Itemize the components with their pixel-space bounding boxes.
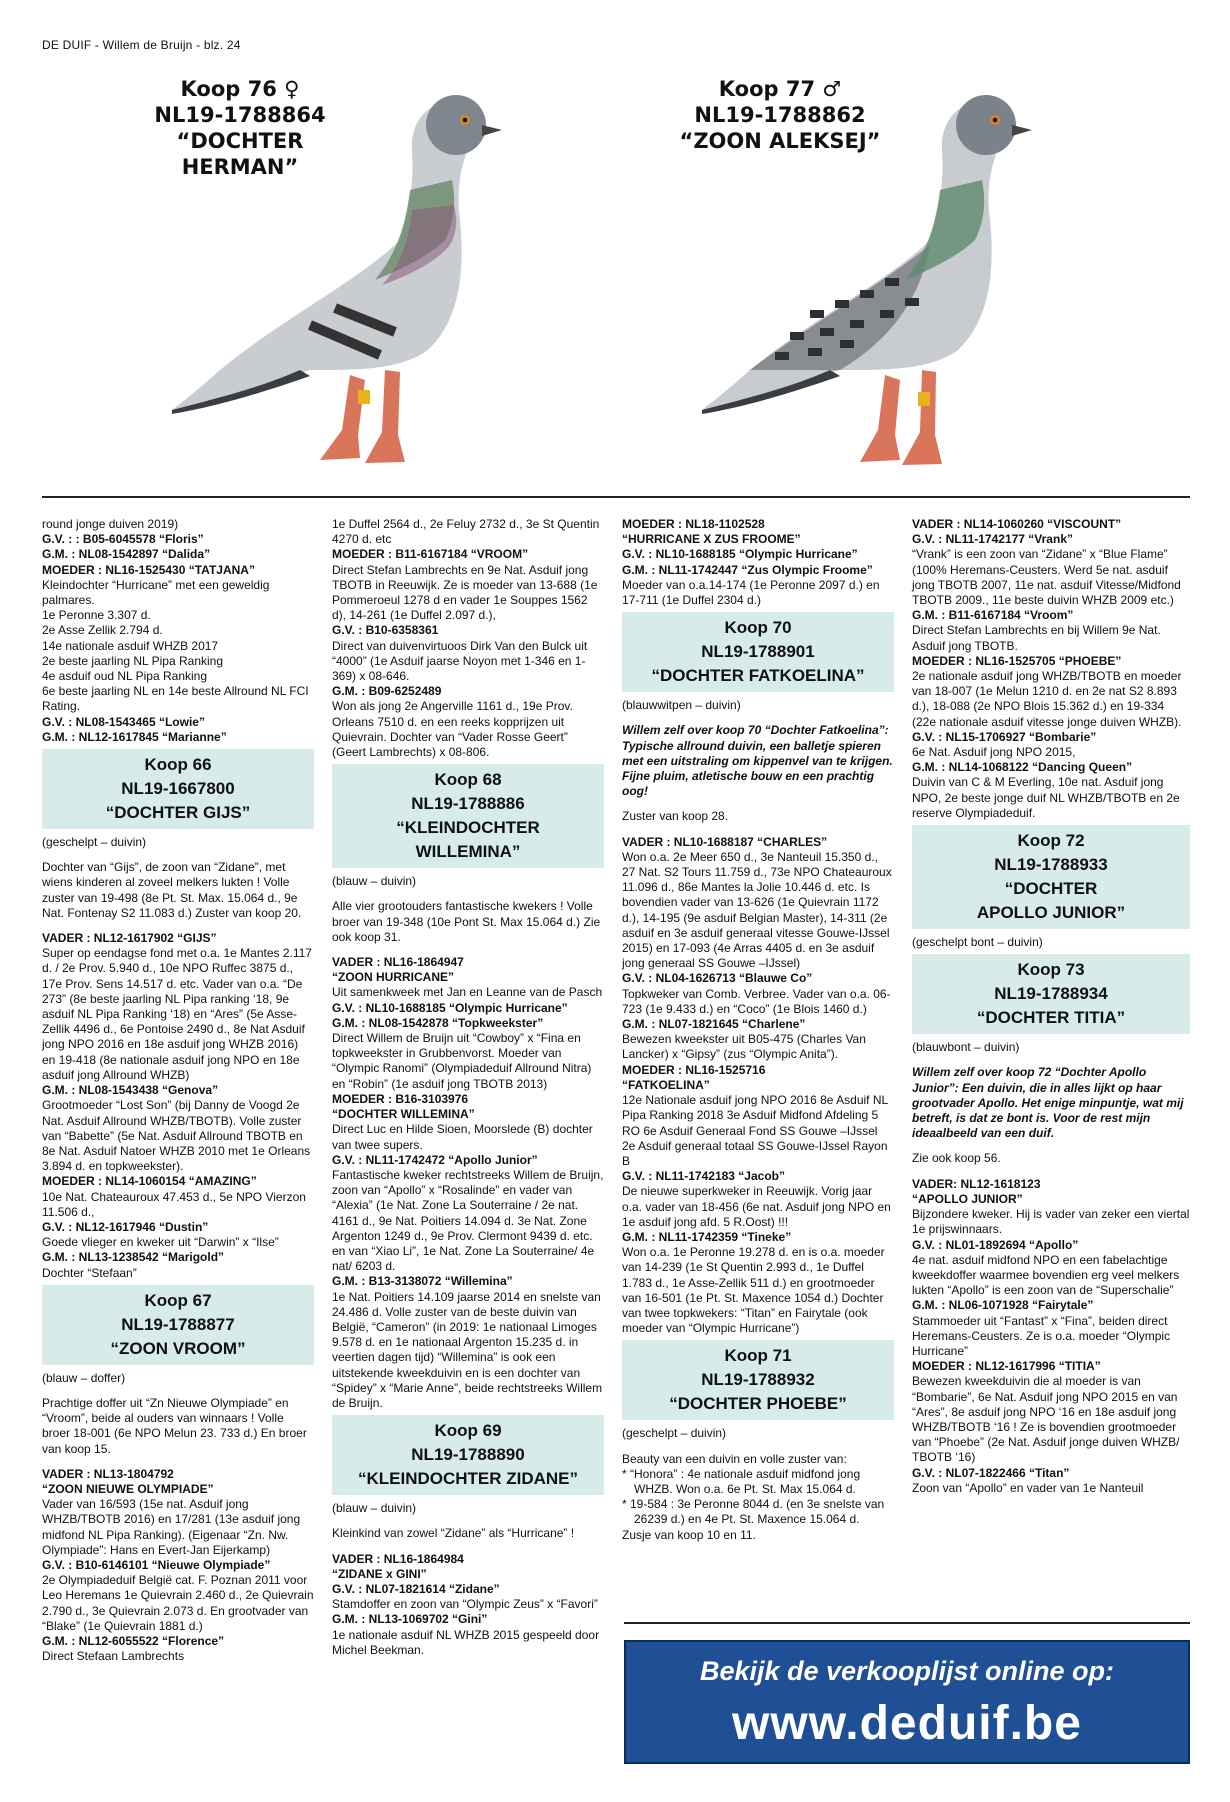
lot-71-name: “DOCHTER PHOEBE” xyxy=(669,1394,847,1414)
text: Zuster van koop 28. xyxy=(622,809,729,824)
gm-line: G.M. : NL07-1821645 “Charlene” xyxy=(622,1017,806,1032)
lot-73-color: (blauwbont – duivin) xyxy=(912,1040,1020,1055)
mother-name: “FATKOELINA” xyxy=(622,1077,710,1092)
father-name: “ZOON HURRICANE” xyxy=(332,970,454,985)
gv-line: G.V. : NL07-1822466 “Titan” xyxy=(912,1465,1070,1480)
lot-73-number: Koop 73 xyxy=(1017,960,1085,980)
lot-72-number: Koop 72 xyxy=(1017,831,1085,851)
father-line: VADER : NL10-1688187 “CHARLES” xyxy=(622,834,828,849)
text: Direct Luc en Hilde Sioen, Moorslede (B) dochter van twee supers. xyxy=(332,1122,593,1152)
text: 2e nationale asduif jong WHZB/TBOTB en moeder van 18-007 (1e Melun 1210 d. en 2e nat S2 8.893 d.), 18-088 (2e NPO Blois 15.362 d.) en 19-334 (22e nationale asduif vitesse jonge duiven WHZB). xyxy=(912,669,1182,729)
lot-73-ring: NL19-1788934 xyxy=(994,984,1108,1004)
pigeon-photo-77 xyxy=(690,70,1060,490)
lot-77-name: “ZOON ALEKSEJ” xyxy=(679,129,881,153)
text: 12e Nationale asduif jong NPO 2016 8e Asduif NL Pipa Ranking 2018 3e Asduif Midfond Afdeling 5 RO 6e Asduif Generaal Fond SS Gouwe –IJssel 2e Asduif generaal totaal SS Gouwe-IJssel Rayon B xyxy=(622,1093,888,1168)
gv-line: G.V. : NL12-1617946 “Dustin” xyxy=(42,1219,209,1234)
text: Duivin van C & M Everling, 10e nat. Asduif jong NPO, 2e beste jonge duif NL WHZB/TBOTB en 2e reserve Olympiadeduif. xyxy=(912,775,1180,820)
mother-name: “DOCHTER WILLEMINA” xyxy=(332,1107,475,1122)
father-line: VADER : NL16-1864984 xyxy=(332,1551,464,1566)
lot-72-name-2: APOLLO JUNIOR” xyxy=(976,903,1126,923)
lot-66-number: Koop 66 xyxy=(144,755,212,775)
father-line: VADER: NL12-1618123 xyxy=(912,1176,1041,1191)
lot-69-color: (blauw – duivin) xyxy=(332,1501,417,1516)
breeder-quote: Willem zelf over koop 70 “Dochter Fatkoelina”: Typische allround duivin, een balletje spieren met een uitstraling om kippenvel van te krijgen. Fijne pluim, atletische bouw en een prachtig oog! xyxy=(622,723,893,799)
page-header: DE DUIF - Willem de Bruijn - blz. 24 xyxy=(42,38,241,52)
text: 4e nat. asduif midfond NPO en een fabelachtige kweekdoffer waarmee bovendien erg veel melkers lukten “Apollo” is een zoon van de “Superschalie” xyxy=(912,1252,1180,1298)
lot-67-ring: NL19-1788877 xyxy=(121,1314,235,1334)
lot-66-color: (geschelpt – duivin) xyxy=(42,835,147,850)
text: Kleinkind van zowel “Zidane” als “Hurricane” ! xyxy=(332,1526,575,1541)
breeder-quote: Willem zelf over koop 72 “Dochter Apollo Junior”: Een duivin, die in alles lijkt op haar grootvader Apollo. Het enige minpuntje, wat mij betreft, is dat ze bont is. Voor de rest mijn ideaalbeeld van een duif. xyxy=(912,1065,1184,1141)
mother-line: MOEDER : NL16-1525705 “PHOEBE” xyxy=(912,653,1122,668)
lot-73-box xyxy=(912,954,1190,1034)
father-line: VADER : NL14-1060260 “VISCOUNT” xyxy=(912,517,1122,531)
gm-line: G.M. : NL12-6055522 “Florence” xyxy=(42,1633,225,1648)
list-item: * 19-584 : 3e Peronne 8044 d. (en 3e snelste van 26239 d.) en 4e Pt. St. Maxence 15.064 d. xyxy=(622,1497,885,1527)
lot-71-box xyxy=(622,1340,894,1420)
gv-line: G.V. : B10-6146101 “Nieuwe Olympiade” xyxy=(42,1557,271,1572)
mother-line: MOEDER : NL12-1617996 “TITIA” xyxy=(912,1359,1101,1374)
mother-line: MOEDER : NL16-1525430 “TATJANA” xyxy=(42,562,255,577)
lot-72-name-1: “DOCHTER xyxy=(1004,879,1098,899)
gm-line: G.M. : B13-3138072 “Willemina” xyxy=(332,1274,513,1289)
lot-69-name: “KLEINDOCHTER ZIDANE” xyxy=(357,1469,579,1489)
website-banner-link[interactable] xyxy=(624,1640,1190,1764)
text: 1e Peronne 3.307 d. xyxy=(42,608,151,623)
lot-68-name-2: WILLEMINA” xyxy=(415,842,521,862)
lot-77-number: Koop 77 ♂ xyxy=(718,77,842,101)
gm-line: G.M. : NL14-1068122 “Dancing Queen” xyxy=(912,760,1133,775)
text: 6e beste jaarling NL en 14e beste Allround NL FCI Rating. xyxy=(42,684,309,714)
text: 1e Nat. Poitiers 14.109 jaarse 2014 en snelste van 24.486 d. Volle zuster van de beste duivin van België, “Cameron” (in 2019: 1e nationaal Limoges 9.578 d. en 1e nationaal Argenton 15.235 d. in veertien dagen tijd) “Willemina” is ook een uitstekende kweekduivin en is een dochter van “Spidey” x “Marie Anne”, beide rechtstreeks Willem de Bruijn. xyxy=(332,1289,603,1410)
banner-divider xyxy=(624,1622,1190,1624)
lot-72-color: (geschelpt bont – duivin) xyxy=(912,935,1043,950)
text: Won o.a. 1e Peronne 19.278 d. en is o.a. moeder van 14-239 (1e St Quentin 2.993 d., 1e Duffel 1.783 d., 1e Asse-Zellik 511 d.) en grootmoeder van 16-501 (1e Pt. St. Maxence 1054 d.) Dochter van twee topkwekers: “Titan” en Fairytale (ook moeder van “Olympic Hurricane”) xyxy=(622,1245,885,1336)
list-item: * “Honora” : 4e nationale asduif midfond jong WHZB. Won o.a. 6e Pt. St. Max 15.064 d. xyxy=(622,1466,861,1496)
lot-76-name-2: HERMAN” xyxy=(181,155,299,179)
gv-line: G.V. : B10-6358361 xyxy=(332,623,439,638)
lot-68-box xyxy=(332,764,604,868)
gm-line: G.M. : B09-6252489 xyxy=(332,684,442,699)
gv-line: G.V. : NL15-1706927 “Bombarie” xyxy=(912,729,1097,744)
text: Dochter van “Gijs”, de zoon van “Zidane”, met wiens kinderen al zoveel melkers lukten ! Volle zuster van 19-498 (8e Pt. St. Max. 15.064 d., 9e Nat. Fontenay S2 11.083 d.) Zuster van koop 20. xyxy=(42,860,302,920)
text: 14e nationale asduif WHZB 2017 xyxy=(42,638,219,653)
text: Fantastische kweker rechtstreeks Willem de Bruijn, zoon van “Apollo” x “Rosalinde” en vader van “Alexia” (1e Nat. Zone La Souterraine / 2e nat. 4161 d., 9e Nat. Poitiers 14.094 d. 3e Nat. Zone Argenton 1249 d., 9e Prov. Clermont 9439 d. etc. en van “Xiao Li”, 1e Nat. Zone La Souterraine/ 4e nat/ 6203 d. xyxy=(332,1167,604,1274)
father-line: VADER : NL12-1617902 “GIJS” xyxy=(42,931,217,946)
lot-70-box xyxy=(622,612,894,692)
text: 1e nationale asduif NL WHZB 2015 gespeeld door Michel Beekman. xyxy=(332,1627,600,1657)
gv-line: G.V. : NL04-1626713 “Blauwe Co” xyxy=(622,971,813,986)
mother-name: “HURRICANE X ZUS FROOME” xyxy=(622,532,801,547)
lot-69-number: Koop 69 xyxy=(434,1421,502,1441)
lot-67-number: Koop 67 xyxy=(144,1290,212,1310)
text: Direct Stefan Lambrechts en 9e Nat. Asduif jong TBOTB in Reeuwijk. Ze is moeder van 13-688 (1e Pommeroeul 1278 d en vader 1e Souppes 1562 d), 14-261 (1e Duffel 2.097 d.), xyxy=(332,562,598,623)
gv-line: G.V. : NL11-1742177 “Vrank” xyxy=(912,532,1073,547)
text: Direct van duivenvirtuoos Dirk Van den Bulck uit “4000” (1e Asduif jaarse Noyon met 1-346 en 1-369) x 08-646. xyxy=(332,638,588,684)
text: Direct Stefan Lambrechts en bij Willem 9e Nat. Asduif jong TBOTB. xyxy=(912,623,1161,653)
gm-line: G.M. : NL06-1071928 “Fairytale” xyxy=(912,1298,1094,1313)
mother-line: MOEDER : NL14-1060154 “AMAZING” xyxy=(42,1174,257,1189)
text: Direct Willem de Bruijn uit “Cowboy” x “Fina en topkweekster in Grubbenvorst. Moeder van “Olympic Ranomi” (Olympiadeduif Allround Nitra) en “Robin” (1e asduif jong TBOTB 2013) xyxy=(332,1031,592,1091)
gv-line: G.V. : : B05-6045578 “Floris” xyxy=(42,532,204,547)
text: Alle vier grootouders fantastische kwekers ! Volle broer van 19-348 (10e Pont St. Max 15.064 d.) Zie ook koop 31. xyxy=(332,899,601,944)
gv-line: G.V. : NL11-1742472 “Apollo Junior” xyxy=(332,1152,538,1167)
column-2 xyxy=(332,517,604,1658)
gm-line: G.M. : NL08-1542897 “Dalida” xyxy=(42,547,211,562)
lot-70-name: “DOCHTER FATKOELINA” xyxy=(651,666,865,686)
lot-77-ring: NL19-1788862 xyxy=(694,103,866,127)
gv-line: G.V. : NL10-1688185 “Olympic Hurricane” xyxy=(622,547,858,562)
lot-66-ring: NL19-1667800 xyxy=(121,779,235,799)
lot-71-color: (geschelpt – duivin) xyxy=(622,1426,727,1441)
text: Dochter “Stefaan” xyxy=(42,1265,137,1280)
text: Grootmoeder “Lost Son” (bij Danny de Voogd 2e Nat. Asduif Allround WHZB/TBOTB). Volle zuster van “Babette” (5e Nat. Asduif Allround TBOTB en 8e Nat. Asduif Natoer WHZB 2010 met 1e Orleans 3.894 d. en topkweekster). xyxy=(42,1098,311,1174)
lot-70-ring: NL19-1788901 xyxy=(701,642,815,662)
mother-line: MOEDER : NL18-1102528 xyxy=(622,517,765,531)
text: Super op eendagse fond met o.a. 1e Mantes 2.117 d. / 2e Prov. 5.940 d., 10e NPO Ruffec 3875 d., 17e Prov. Sens 14.517 d. etc. Vader van o.a. “De 273” (8e beste jaarling NL Pipa ranking ‘18, 9e asduif NL Pipa Ranking ‘18) en “Ares” (5e Asse-Zellik 4496 d., 6e Pontoise 2490 d., 8e Nat Asduif jong NPO 2016 en 18e asduif jong WHZB 2016) en 19-418 (8e nationale asduif jong NPO en 18e asduif jong Allround WHZB) xyxy=(42,946,312,1082)
gv-line: G.V. : NL01-1892694 “Apollo” xyxy=(912,1237,1079,1252)
gm-line: G.M. : NL08-1543438 “Genova” xyxy=(42,1083,219,1098)
father-line: VADER : NL16-1864947 xyxy=(332,955,464,970)
top-divider xyxy=(42,496,1190,498)
text: round jonge duiven 2019) xyxy=(42,517,179,531)
text: Topkweker van Comb. Verbree. Vader van o.a. 06-723 (1e 9.433 d.) en “Coco” (1e Blois 1460 d.) xyxy=(622,986,891,1016)
lot-67-name: “ZOON VROOM” xyxy=(110,1338,246,1358)
gm-line: G.M. : NL08-1542878 “Topkweekster” xyxy=(332,1015,544,1030)
lot-67-box xyxy=(42,1285,314,1365)
text: Bewezen kweekduivin die al moeder is van “Bombarie”, 6e Nat. Asduif jong NPO 2015 en van “Ares”, 8e asduif jong NPO ‘16 en 18e asduif jong WHZB/TBOTB ‘16 ! Ze is bovendien grootmoeder van “Phoebe” (2e Nat. Asduif jonge duiven WHZB/ TBOTB ‘16) xyxy=(912,1374,1180,1465)
father-name: “ZIDANE x GINI” xyxy=(332,1566,427,1581)
text: Won als jong 2e Angerville 1161 d., 19e Prov. Orleans 7510 d. en een reeks kopprijzen uit Quievrain. Dochter van “Vader Rosse Geert” (Geert Lambrechts) x 08-806. xyxy=(332,699,573,760)
lot-76-ring: NL19-1788864 xyxy=(154,103,326,127)
text: Stamdoffer en zoon van “Olympic Zeus” x “Favori” xyxy=(332,1597,598,1612)
lot-66-box xyxy=(42,749,314,829)
banner-caption: Bekijk de verkooplijst online op: xyxy=(699,1656,1115,1686)
lot-69-box xyxy=(332,1415,604,1495)
lot-73-name: “DOCHTER TITIA” xyxy=(976,1008,1126,1028)
lot-66-name: “DOCHTER GIJS” xyxy=(105,803,251,823)
lot-68-ring: NL19-1788886 xyxy=(411,794,525,814)
mother-line: MOEDER : NL16-1525716 xyxy=(622,1062,766,1077)
text: De nieuwe superkweker in Reeuwijk. Vorig jaar o.a. vader van 18-456 (6e nat. Asduif jong NPO en 1e asduif jong afd. 5 R.Oost) !!! xyxy=(622,1184,891,1229)
lot-76-name-1: “DOCHTER xyxy=(176,129,304,153)
lot-68-name-1: “KLEINDOCHTER xyxy=(396,818,540,838)
gm-line: G.M. : NL11-1742447 “Zus Olympic Froome” xyxy=(622,562,873,577)
text: Zie ook koop 56. xyxy=(912,1151,1001,1166)
text: Direct Stefaan Lambrechts xyxy=(42,1649,185,1664)
text: Zoon van “Apollo” en vader van 1e Nanteuil xyxy=(912,1480,1144,1495)
text: Bijzondere kweker. Hij is vader van zeker een viertal 1e prijswinnaars. xyxy=(912,1207,1190,1237)
father-name: “ZOON NIEUWE OLYMPIADE” xyxy=(42,1481,214,1496)
lot-71-ring: NL19-1788932 xyxy=(701,1370,815,1390)
lot-71-number: Koop 71 xyxy=(724,1346,792,1366)
text: Moeder van o.a.14-174 (1e Peronne 2097 d.) en 17-711 (1e Duffel 2304 d.) xyxy=(622,577,880,608)
lot-69-ring: NL19-1788890 xyxy=(411,1445,525,1465)
text: “Vrank” is een zoon van “Zidane” x “Blue Flame” (100% Heremans-Ceusters. Werd 5e nat. asduif jong TBOTB 2007, 11e nat. asduif Vitesse/Midfond TBOTB 2009., 11e beste duivin WHZB 2009 etc.) xyxy=(912,547,1181,608)
gv-line: G.V. : NL07-1821614 “Zidane” xyxy=(332,1581,500,1596)
gm-line: G.M. : B11-6167184 “Vroom” xyxy=(912,608,1074,623)
mother-line: MOEDER : B16-3103976 xyxy=(332,1091,469,1106)
lot-68-number: Koop 68 xyxy=(434,770,502,790)
father-line: VADER : NL13-1804792 xyxy=(42,1466,174,1481)
text: Bewezen kweekster uit B05-475 (Charles Van Lancker) x “Gipsy” (zus “Olympic Anita”). xyxy=(622,1032,866,1062)
text: 2e beste jaarling NL Pipa Ranking xyxy=(42,653,224,668)
lot-70-number: Koop 70 xyxy=(724,618,792,638)
column-4 xyxy=(912,517,1190,1496)
banner-url: www.deduif.be xyxy=(732,1697,1082,1750)
text: Beauty van een duivin en volle zuster van: xyxy=(622,1451,847,1466)
text: 10e Nat. Chateauroux 47.453 d., 5e NPO Vierzon 11.506 d., xyxy=(42,1189,306,1219)
pigeon-photo-76 xyxy=(160,70,530,490)
lot-76-number: Koop 76 ♀ xyxy=(180,77,300,101)
lot-72-ring: NL19-1788933 xyxy=(994,855,1108,875)
lot-67-color: (blauw – doffer) xyxy=(42,1370,126,1385)
gm-line: G.M. : NL13-1238542 “Marigold” xyxy=(42,1250,225,1265)
text: 2e Asse Zellik 2.794 d. xyxy=(42,623,163,638)
text: Vader van 16/593 (15e nat. Asduif jong WHZB/TBOTB 2016) en 17/281 (13e asduif jong midfond NL Pipa Ranking). (Eigenaar “Zn. Nw. Olympiade”: Hans en Evert-Jan Eijerkamp) xyxy=(42,1497,301,1557)
text: 4e asduif oud NL Pipa Ranking xyxy=(42,669,207,684)
text: Won o.a. 2e Meer 650 d., 3e Nanteuil 15.350 d., 27 Nat. S2 Tours 11.759 d., 73e NPO Chateauroux 11.096 d., 86e Mantes la Jolie 10.446 d. etc. Is bovendien vader van 13-626 (1e Quievrain 1172 d.), 14-195 (9e asduif Belgian Master), 14-311 (2e asduif en 3e asduif generaal vitesse Gouwe-IJssel 2015) en 17-093 (4e Arras 4405 d. en 3e asduif jong generaal SS Gouwe –IJssel) xyxy=(622,849,892,971)
lot-68-color: (blauw – duivin) xyxy=(332,874,417,889)
text: Uit samenkweek met Jan en Leanne van de Pasch xyxy=(332,985,603,1000)
text: Kleindochter “Hurricane” met een geweldig palmares. xyxy=(42,577,270,608)
gm-line: G.M. : NL13-1069702 “Gini” xyxy=(332,1612,488,1627)
text: Stammoeder uit “Fantast” x “Fina”, beiden direct Heremans-Ceusters. Ze is o.a. moeder “Olympic Hurricane” xyxy=(912,1313,1171,1358)
text: Zusje van koop 10 en 11. xyxy=(622,1527,756,1542)
gm-line: G.M. : NL12-1617845 “Marianne” xyxy=(42,729,227,744)
gv-line: G.V. : NL11-1742183 “Jacob” xyxy=(622,1169,785,1184)
gv-line: G.V. : NL08-1543465 “Lowie” xyxy=(42,714,205,729)
text: 1e Duffel 2564 d., 2e Feluy 2732 d., 3e St Quentin 4270 d. etc xyxy=(332,517,600,547)
text: 6e Nat. Asduif jong NPO 2015, xyxy=(912,745,1076,760)
mother-line: MOEDER : B11-6167184 “VROOM” xyxy=(332,547,529,562)
text: 2e Olympiadeduif België cat. F. Poznan 2011 voor Leo Heremans 1e Quievrain 2.460 d., 2e Quievrain 2.790 d., 3e Quievrain 2.073 d. En grootvader van “Blake” (1e Quievrain 1881 d.) xyxy=(42,1573,314,1633)
column-3 xyxy=(622,517,894,1543)
father-name: “APOLLO JUNIOR” xyxy=(912,1191,1023,1206)
text: Prachtige doffer uit “Zn Nieuwe Olympiade” en “Vroom”, beide al ouders van winnaars ! Volle broer 18-001 (6e NPO Melun 23. 733 d.) En broer van koop 15. xyxy=(42,1395,307,1456)
lot-70-color: (blauwwitpen – duivin) xyxy=(622,698,741,713)
gv-line: G.V. : NL10-1688185 “Olympic Hurricane” xyxy=(332,1000,568,1015)
lot-72-box xyxy=(912,825,1190,929)
column-1 xyxy=(42,517,314,1664)
gm-line: G.M. : NL11-1742359 “Tineke” xyxy=(622,1229,792,1244)
text: Goede vlieger en kweker uit “Darwin” x “Ilse” xyxy=(42,1235,279,1250)
